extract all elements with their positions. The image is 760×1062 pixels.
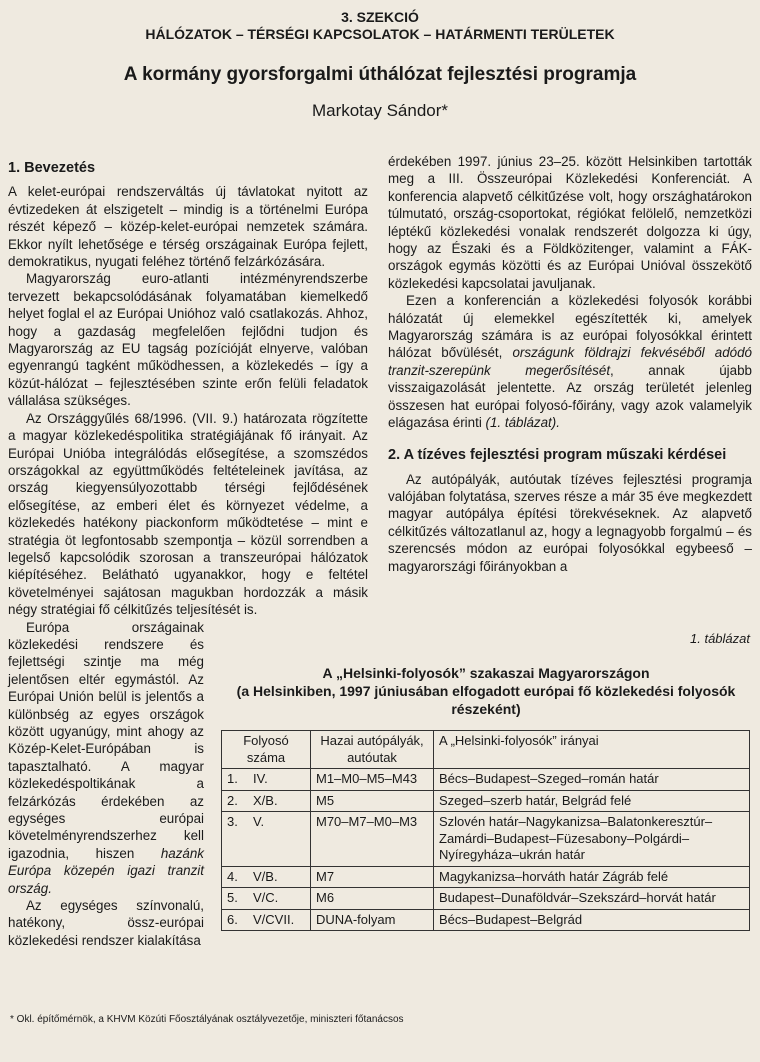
table-row: [222, 769, 750, 791]
header-directions: A „Helsinki-folyosók” irányai: [434, 731, 750, 769]
paragraph: érdekében 1997. június 23–25. között Helsinkiben tartották meg a III. Összeurópai Közlekedési Konferenciát. A konferencia alapvető célkitűzése volt, hogy országhatárokon túlmutató, ország-csoportokat, régiókat felölelő, nemzetközi léptékű közlekedési vonalak rendszerét dolgozza ki úgy, hogy az Északi és a Földközitenger, valamint a FÁK-országok egymás közötti és az Európai Unióval összekötő közlekedési kapcsolatai javuljanak.: [388, 154, 752, 291]
paragraph-text: , annak újabb visszaigazolását jelentette. Az ország területét jelenleg összesen hat európai folyosó-főirány, vagy azok valamelyik elágazása érinti: [388, 362, 752, 431]
row-number: 5.: [222, 888, 249, 910]
table-label: 1. táblázat: [690, 631, 750, 646]
direction-cell: Bécs–Budapest–Belgrád: [434, 909, 750, 931]
table-row: [222, 790, 750, 812]
table-row: [222, 909, 750, 931]
paragraph: A kelet-európai rendszerváltás új távlatokat nyitott az évtizedeken át elszigetelt – mindig is a történelmi Európa részét képező – közép-kelet-európai nemzetek számára. Ekkor nyílt lehetősége e térség országainak Európa fejlett, demokratikus, nyugati feléhez történő felzárkózására.: [8, 184, 368, 270]
roads-cell: M5: [311, 790, 434, 812]
roads-cell: M70–M7–M0–M3: [311, 812, 434, 867]
paragraph: Az autópályák, autóutak tízéves fejlesztési programja valójában folytatása, szerves része a már 35 éve megkezdett magyar autópálya építési törekvéseknek. Az alapvető célkitűzés változatlanul az, hogy a legnagyobb forgalmú – és szerencsés módon az európai folyosókkal egybeeső – magyarországi főirányokban a: [388, 471, 752, 574]
direction-cell: Szlovén határ–Nagykanizsa–Balatonkeresztúr–Zamárdi–Budapest–Füzesabony–Polgárdi–Nyíregyháza–ukrán határ: [434, 812, 750, 867]
corridor-table: [221, 730, 750, 931]
paragraph-text: Ezen a konferencián a közlekedési folyosók korábbi hálózatát új elemekkel egészítették ki, amelyek Magyarország számára is az európai folyosókkal érintett hálózat bővülését,: [388, 293, 752, 361]
table-row: [222, 888, 750, 910]
footnote: * Okl. építőmérnök, a KHVM Közúti Főosztályának osztályvezetője, miniszteri főtanácsos: [10, 1014, 404, 1025]
corridor-cell: V/CVII.: [248, 909, 311, 931]
corridor-cell: V/C.: [248, 888, 311, 910]
direction-cell: Bécs–Budapest–Szeged–román határ: [434, 769, 750, 791]
direction-cell: Budapest–Dunaföldvár–Szekszárd–horvát határ: [434, 888, 750, 910]
paragraph: Az egységes színvonalú, hatékony, össz-európai közlekedési rendszer kialakítása: [8, 898, 204, 948]
section-number: 3. SZEKCIÓ: [341, 9, 419, 25]
roads-cell: DUNA-folyam: [311, 909, 434, 931]
roads-cell: M6: [311, 888, 434, 910]
direction-cell: Magykanizsa–horváth határ Zágráb felé: [434, 866, 750, 888]
table-caption-title: A „Helsinki-folyosók” szakaszai Magyarországon: [322, 665, 650, 681]
author: Markotay Sándor*: [311, 101, 449, 120]
roads-cell: M7: [311, 866, 434, 888]
corridor-cell: X/B.: [248, 790, 311, 812]
row-number: 4.: [222, 866, 249, 888]
table-row: [222, 866, 750, 888]
row-number: 2.: [222, 790, 249, 812]
direction-cell: Szeged–szerb határ, Belgrád felé: [434, 790, 750, 812]
right-column: [388, 153, 752, 575]
table-row: [222, 812, 750, 867]
row-number: 6.: [222, 909, 249, 931]
corridor-cell: V/B.: [248, 866, 311, 888]
row-number: 1.: [222, 769, 249, 791]
table-caption: [212, 664, 760, 718]
corridor-cell: V.: [248, 812, 311, 867]
corridor-cell: IV.: [248, 769, 311, 791]
row-number: 3.: [222, 812, 249, 867]
table-header-row: [222, 731, 750, 769]
paragraph: Magyarország euro-atlanti intézményrendszerbe tervezett bekapcsolódásának folyamatában kiemelkedő helyet foglal el az Európai Unióhoz való csatlakozás. Ahhoz, hogy a gazdaság megfelelően fejlődni tudjon és Magyarország az EU tagság pozícióját elnyerve, valóban egyenrangú tagként működhessen, a közlekedés – így a közút-hálózat – fejlesztésében szinte erőn felüli feladatok vállalása szükséges.: [8, 271, 368, 409]
article-title: A kormány gyorsforgalmi úthálózat fejlesztési programja: [123, 64, 637, 85]
table-caption-subtitle: (a Helsinkiben, 1997 júniusában elfogadott európai fő közlekedési folyosók részeként): [236, 683, 736, 717]
emphasis-text: hazánk Európa közepén igazi tranzit ország.: [8, 845, 204, 896]
emphasis-text: országunk földrajzi fekvéséből adódó tranzit-szerepünk megerősítését: [388, 345, 752, 378]
section-title: HÁLÓZATOK – TÉRSÉGI KAPCSOLATOK – HATÁRMENTI TERÜLETEK: [145, 26, 615, 42]
roads-cell: M1–M0–M5–M43: [311, 769, 434, 791]
header-corridor-number: Folyosó száma: [222, 731, 311, 769]
table-reference: (1. táblázat).: [485, 415, 560, 431]
paragraph: [388, 292, 752, 431]
paragraph-text: Európa országainak közlekedési rendszere és fejlettségi szintje ma még jelentősen eltér egymástól. Az Európai Unión belül is jelentős a különbség az egyes országok között ugyanúgy, mint ahogy az Közép-Kelet-Európában is tapasztalható. A magyar közlekedéspoltikának a felzárkózás érdekében az egységes európai követelményrendszerhez kell igazodnia, hiszen: [8, 619, 204, 861]
paragraph: Az Országgyűlés 68/1996. (VII. 9.) határozata rögzítette a magyar közlekedéspolitika stratégiájának fő irányait. Az Európai Unióba integrálódás elősegítése, a szomszédos országokkal az együttműködés feltételeinek javítása, az ország kiegyensúlyozottabb térségi fejlődésének elősegítése, az emberi élet és környezet védelme, a közlekedés hatékony piackonform működtetése – mint e stratégia öt legfontosabb szempontja – közül sorrendben a legelső kapcsolódik szorosan a transzeurópai hálózatok kiépítéséhez. Belátható ugyanakkor, hogy e feltétel követelményei sajátosan magukban hordozzák a másik négy stratégiai fő célkitűzés teljesítését is.: [8, 410, 368, 618]
paragraph: [8, 619, 204, 898]
heading-technical-questions: 2. A tízéves fejlesztési program műszaki kérdései: [388, 446, 727, 463]
header-roads: Hazai autópályák, autóutak: [311, 731, 434, 769]
heading-introduction: 1. Bevezetés: [8, 160, 96, 176]
